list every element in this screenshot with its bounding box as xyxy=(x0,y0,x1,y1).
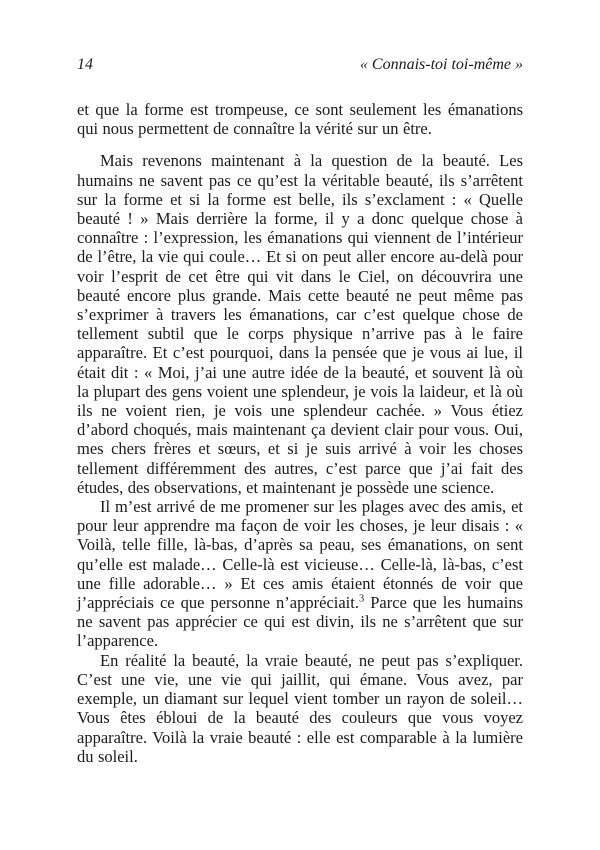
paragraph-4 xyxy=(77,651,523,766)
paragraph-text: Mais revenons maintenant à la question de la beauté. Les humains ne savent pas ce qu’est la véritable beauté, ils s’arrêtent sur la forme et si la forme est belle, ils s’exclament : « Quelle beauté ! » Mais derrière la forme, il y a donc quelque chose à connaître : l’expression, les émanations qui viennent de l’intérieur de l’être, la vie qui coule… Et si on peut aller encore au-delà pour voir l’esprit de cet être qui vit dans le Ciel, on découvrira une beauté encore plus grande. Mais cette beauté ne peut même pas s’exprimer à travers les émanations, car c’est quelque chose de tellement subtil que le corps physique n’arrive pas à le faire apparaître. Et c’est pourquoi, dans la pensée que je vous ai lue, il était dit : « Moi, j’ai une autre idée de la beauté, et souvent là où la plupart des gens voient une splendeur, je vois la laideur, et là où ils ne voient rien, je vois une splendeur cachée. » Vous étiez d’abord choqués, mais maintenant ça devient clair pour vous. Oui, mes chers frères et sœurs, et si je suis arrivé à voir les choses tellement différemment des autres, c’est parce que j’ai fait des études, des observations, et maintenant je possède une science. xyxy=(77,151,523,497)
paragraph-1 xyxy=(77,100,523,138)
running-title: « Connais-toi toi-même » xyxy=(359,56,523,73)
page-body xyxy=(77,100,523,766)
running-header xyxy=(77,56,523,74)
page-number: 14 xyxy=(77,56,93,73)
paragraph-text: et que la forme est trompeuse, ce sont seulement les émanations qui nous permettent de connaître la vérité sur un être. xyxy=(77,100,523,139)
paragraph-3 xyxy=(77,497,523,651)
paragraph-2 xyxy=(77,151,523,497)
paragraph-text: En réalité la beauté, la vraie beauté, ne peut pas s’expliquer. C’est une vie, une vie qui jaillit, qui émane. Vous avez, par exemple, un diamant sur lequel vient tomber un rayon de soleil… Vous êtes ébloui de la beauté des couleurs que vous voyez apparaître. Voilà la vraie beauté : elle est comparable à la lumière du soleil. xyxy=(77,650,523,766)
paragraph-text: Parce que les humains ne savent pas apprécier ce qui est divin, ils ne s’arrêtent que sur l’apparence. xyxy=(77,593,523,651)
footnote-reference: 3 xyxy=(358,593,365,605)
paragraph-text: Il m’est arrivé de me promener sur les plages avec des amis, et pour leur apprendre ma façon de voir les choses, je leur disais : « Voilà, telle fille, là-bas, d’après sa peau, ses émanations, on sent qu’elle est malade… Celle-là est vicieuse… Celle-là, là-bas, c’est une fille adorable… » Et ces amis étaient étonnés de voir que j’appréciais ce que personne n’appréciait. xyxy=(77,497,523,613)
